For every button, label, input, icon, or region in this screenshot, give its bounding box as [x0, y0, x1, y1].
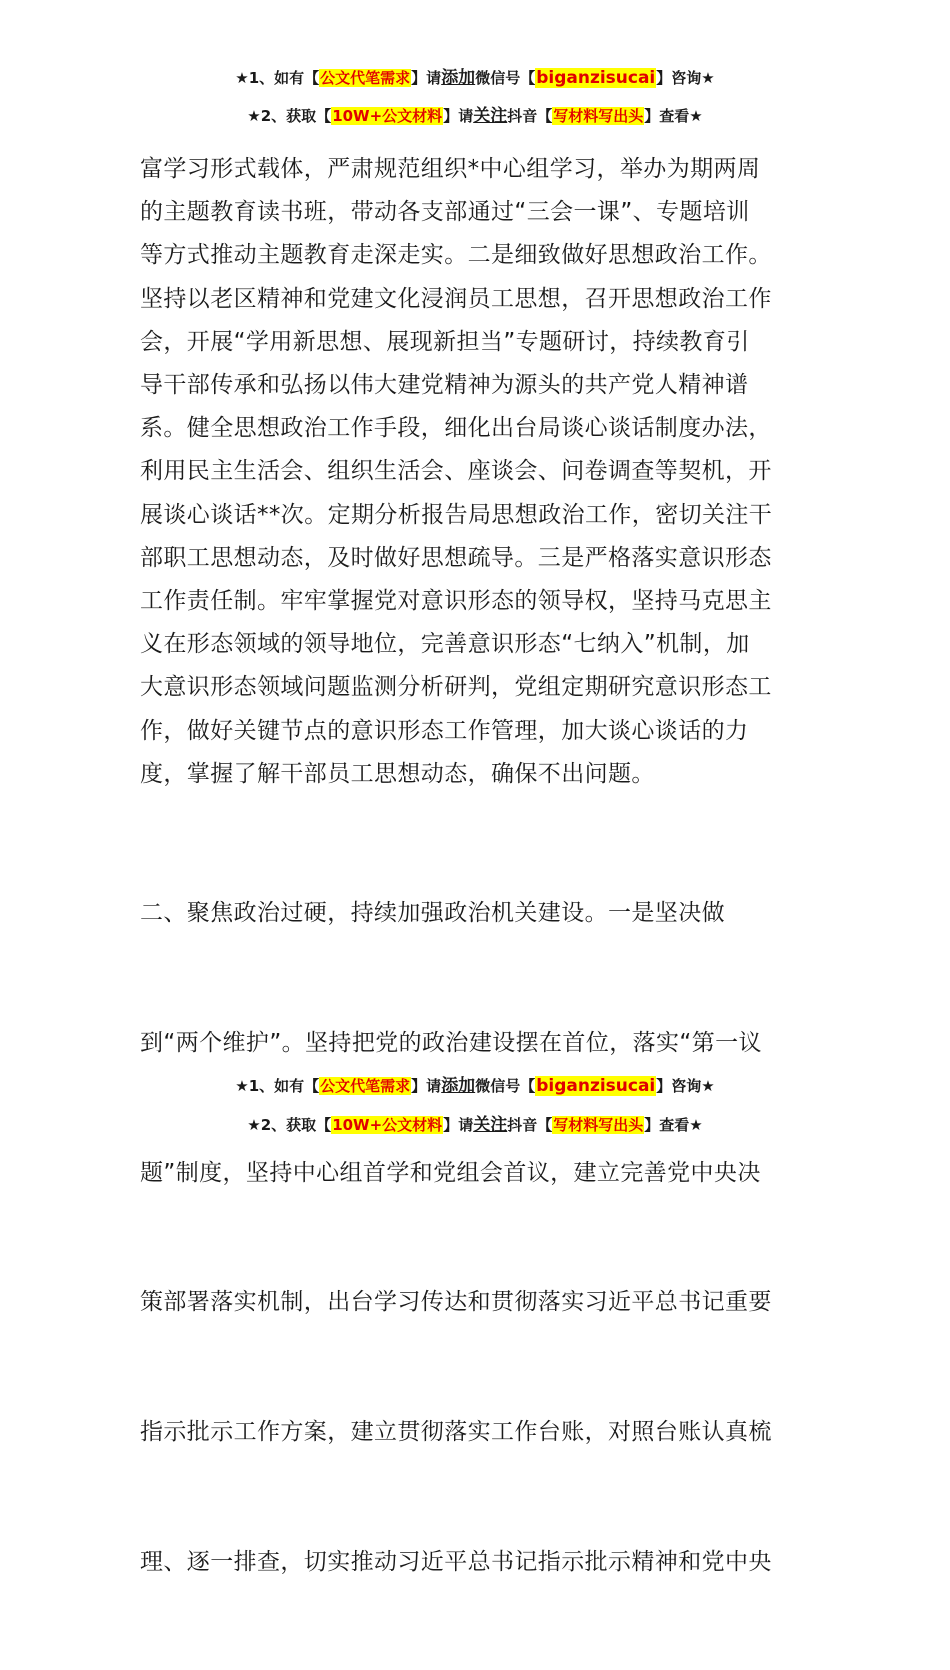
- notice-suffix: 】查看★: [644, 1116, 703, 1134]
- notice-text: 抖音【: [507, 107, 553, 125]
- notice-suffix: 】咨询★: [656, 1077, 715, 1095]
- notice-highlight: 公文代笔需求: [320, 1077, 411, 1095]
- notice-text: 】请: [411, 1077, 442, 1095]
- text-line: 富学习形式载体，严肃规范组织*中心组学习，举办为期两周: [140, 156, 761, 182]
- notice-text: 】请: [443, 1116, 474, 1134]
- wechat-id-highlight: biganzisucai: [536, 1076, 656, 1096]
- paragraph-spacing: [140, 796, 820, 806]
- text-line: 作，做好关键节点的意识形态工作管理，加大谈心谈话的力: [140, 717, 749, 744]
- text-line: 策部署落实机制，出台学习传达和贯彻落实习近平总书记重要: [140, 1289, 772, 1316]
- notice-prefix: ★2、获取【: [247, 1116, 332, 1134]
- notice-text: 抖音【: [507, 1116, 553, 1134]
- text-line: 题”制度，坚持中心组首学和党组会首议，建立完善党中央决: [140, 1159, 761, 1186]
- text-line: 义在形态领域的领导地位，完善意识形态“七纳入”机制，加: [140, 631, 750, 658]
- notice-text: 微信号【: [475, 69, 536, 87]
- notice-underlined: 关注: [473, 1115, 508, 1135]
- notice-prefix: ★1、如有【: [235, 1077, 320, 1095]
- document-body: [140, 148, 820, 1670]
- header-notice-line-2: [0, 106, 950, 126]
- notice-text: 】请: [411, 69, 442, 87]
- notice-highlight: 公文代笔需求: [320, 69, 411, 87]
- notice-text: 】请: [443, 107, 474, 125]
- text-line: 度，掌握了解干部员工思想动态，确保不出问题。: [140, 760, 655, 787]
- paragraph: [140, 806, 820, 1670]
- text-line: 展谈心谈话**次。定期分析报告局思想政治工作，密切关注干: [140, 501, 773, 528]
- header-notice-line-1: [0, 68, 950, 88]
- paragraph: [140, 148, 820, 796]
- notice-suffix: 】咨询★: [656, 69, 715, 87]
- notice-highlight: 10W+公文材料: [332, 107, 443, 125]
- footer-notice-line-1: [0, 1076, 950, 1096]
- notice-underlined: 添加: [441, 68, 476, 88]
- text-line: 导干部传承和弘扬以伟大建党精神为源头的共产党人精神谱: [140, 372, 749, 399]
- notice-suffix: 】查看★: [644, 107, 703, 125]
- text-line: 部职工思想动态，及时做好思想疏导。三是严格落实意识形态: [140, 544, 772, 571]
- douyin-id-highlight: 写材料写出头: [553, 107, 644, 125]
- footer-notice-line-2: [0, 1115, 950, 1135]
- text-line: 坚持以老区精神和党建文化浸润员工思想，召开思想政治工作: [140, 285, 772, 312]
- text-line: 会，开展“学用新思想、展现新担当”专题研讨，持续教育引: [140, 328, 750, 355]
- notice-underlined: 关注: [473, 106, 508, 126]
- text-line: 二、聚焦政治过硬，持续加强政治机关建设。一是坚决做: [140, 900, 725, 927]
- text-line: 等方式推动主题教育走深走实。二是细致做好思想政治工作。: [140, 242, 772, 269]
- text-line: 工作责任制。牢牢掌握党对意识形态的领导权，坚持马克思主: [140, 588, 772, 615]
- text-line: 到“两个维护”。坚持把党的政治建设摆在首位，落实“第一议: [140, 1030, 762, 1057]
- notice-highlight: 10W+公文材料: [332, 1116, 443, 1134]
- notice-underlined: 添加: [441, 1076, 476, 1096]
- wechat-id-highlight: biganzisucai: [536, 68, 656, 88]
- notice-text: 微信号【: [475, 1077, 536, 1095]
- text-line: 系。健全思想政治工作手段，细化出台局谈心谈话制度办法，: [140, 415, 772, 442]
- text-line: 理、逐一排查，切实推动习近平总书记指示批示精神和党中央: [140, 1548, 772, 1575]
- notice-prefix: ★1、如有【: [235, 69, 320, 87]
- notice-prefix: ★2、获取【: [247, 107, 332, 125]
- douyin-id-highlight: 写材料写出头: [553, 1116, 644, 1134]
- text-line: 利用民主生活会、组织生活会、座谈会、问卷调查等契机，开: [140, 458, 772, 485]
- text-line: 指示批示工作方案，建立贯彻落实工作台账，对照台账认真梳: [140, 1418, 772, 1445]
- text-line: 的主题教育读书班，带动各支部通过“三会一课”、专题培训: [140, 199, 750, 226]
- text-line: 大意识形态领域问题监测分析研判，党组定期研究意识形态工: [140, 674, 772, 701]
